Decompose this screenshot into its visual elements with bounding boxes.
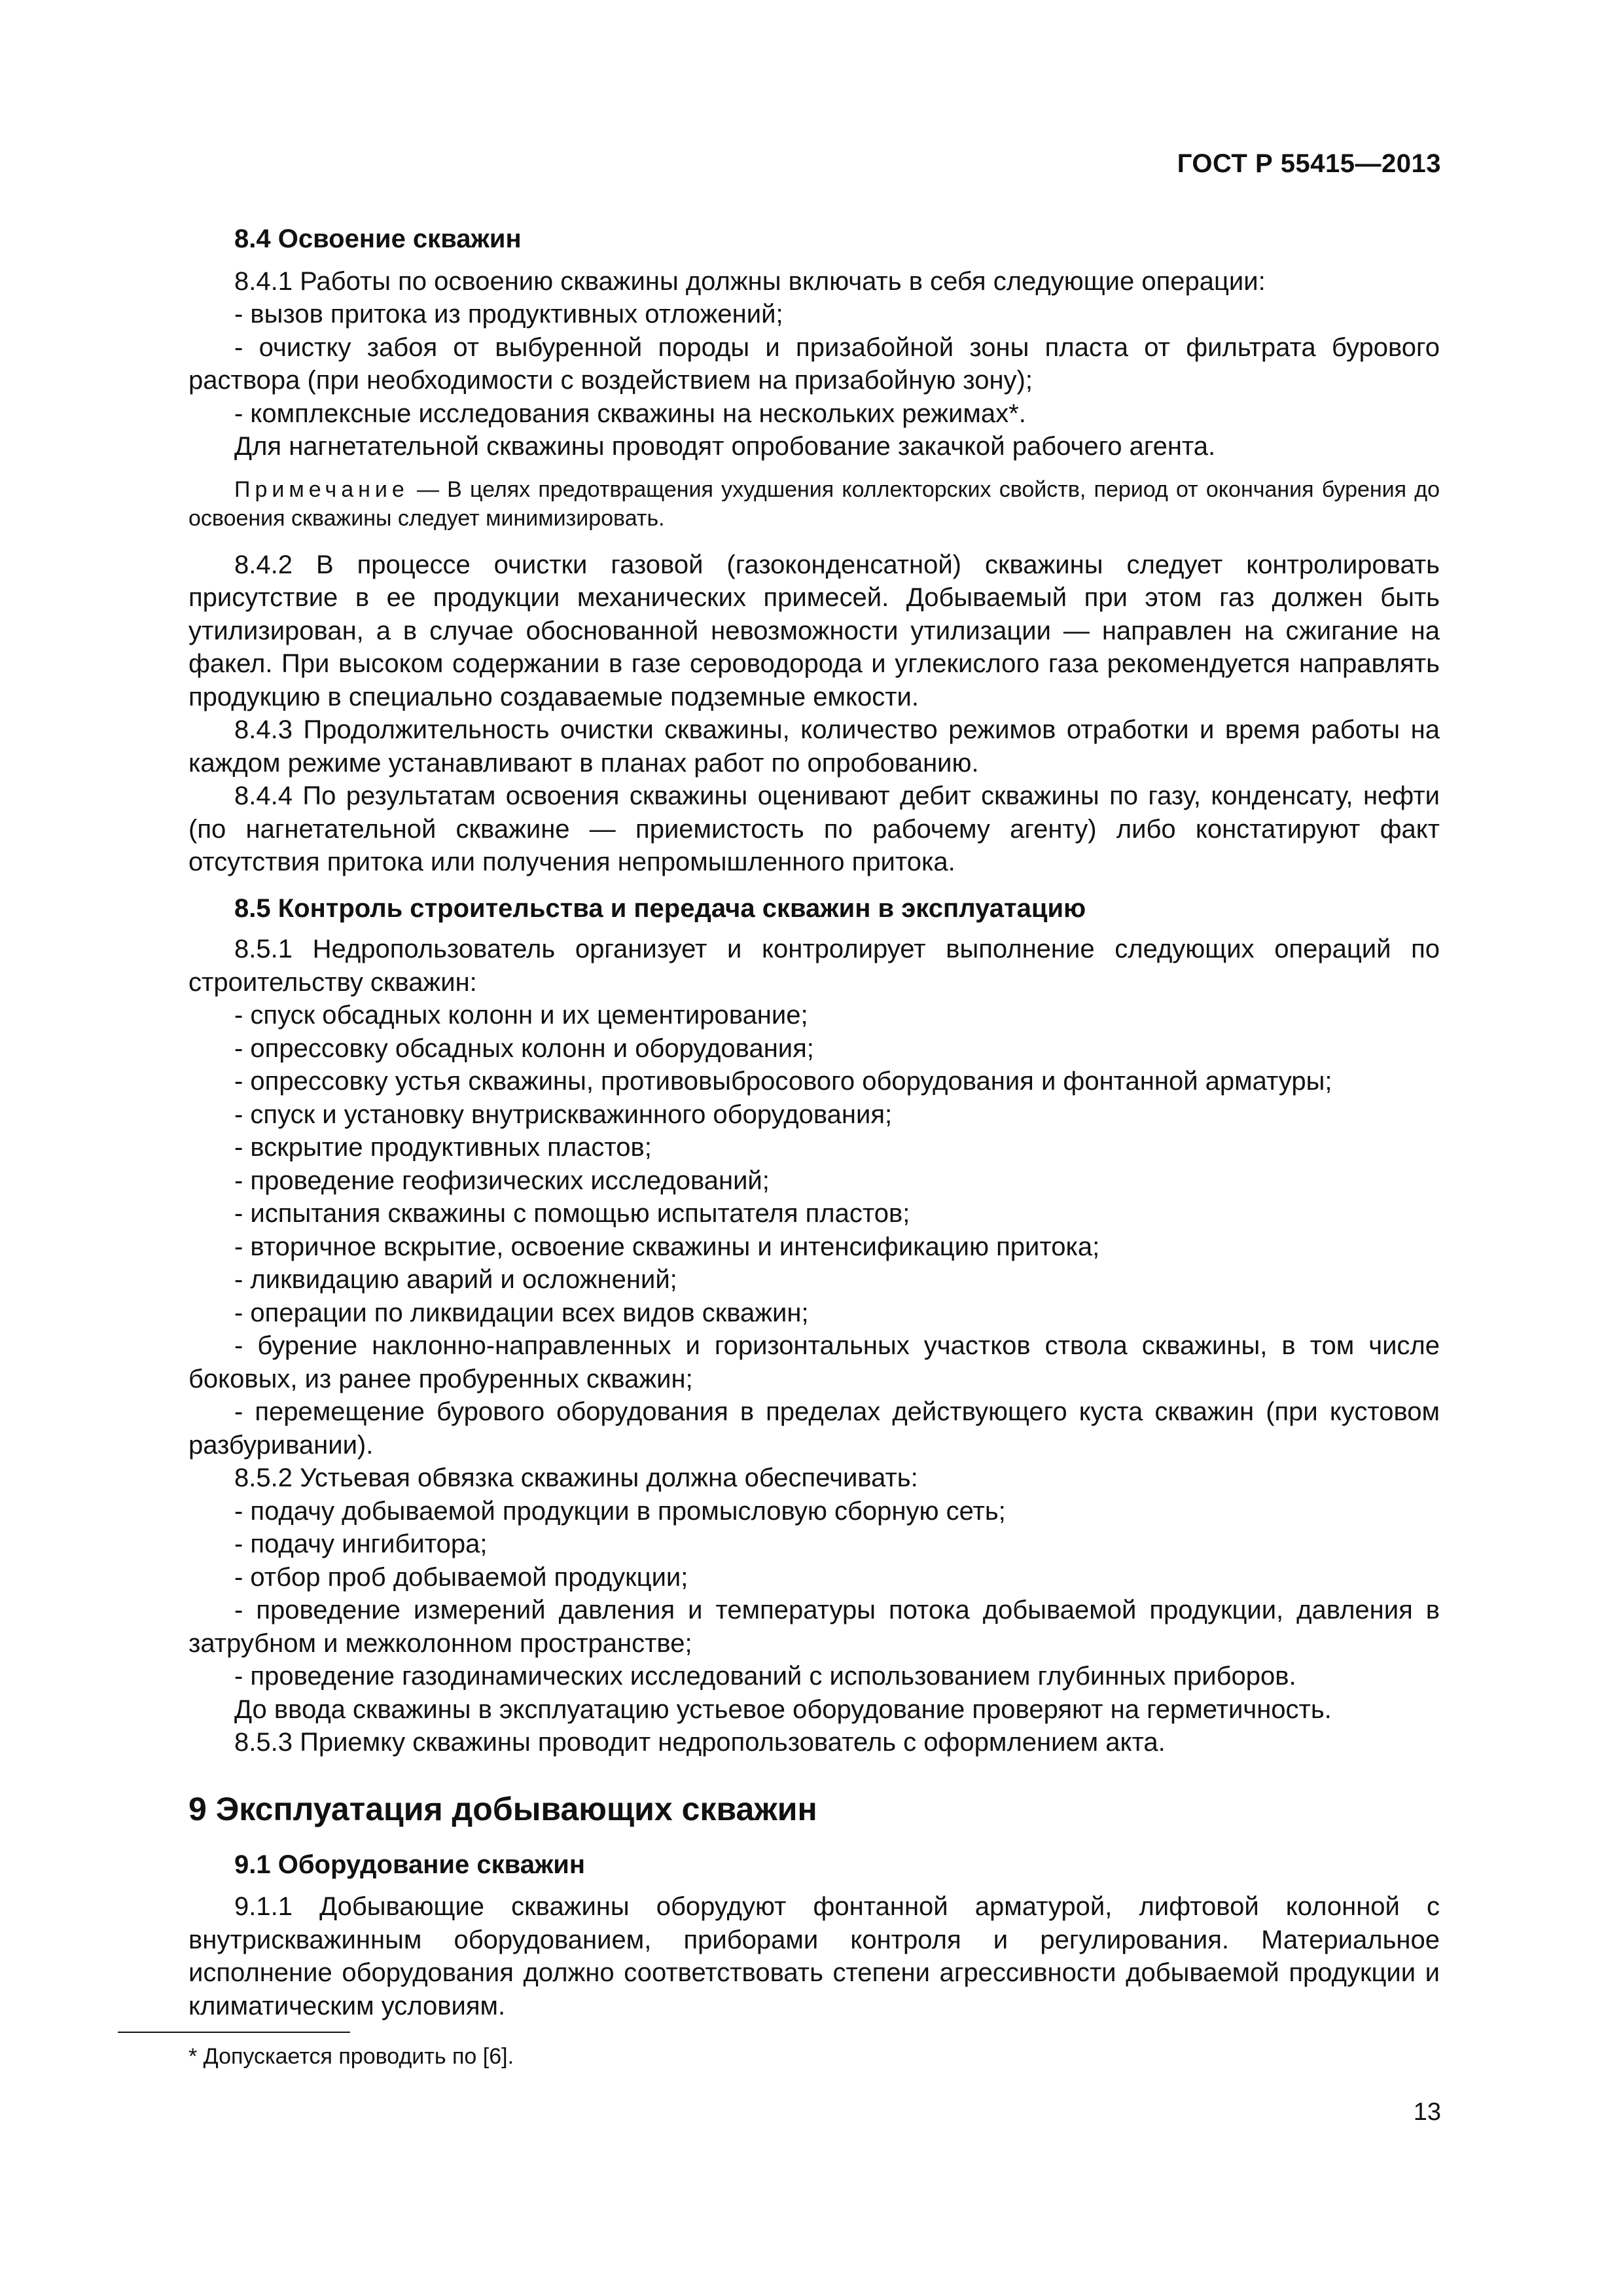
paragraph-8-4-2: 8.4.2 В процессе очистки газовой (газоконденсатной) скважины следует контролировать присутствие в ее продукции механических примесей. Добываемый при этом газ должен быть утилизирован, а в случае обоснованной невозможности утилизации — направлен на сжигание на факел. При высоком содержании в газе сероводорода и углекислого газа рекомендуется направлять продукцию в специально создаваемые подземные емкости.	[188, 550, 1440, 711]
section-8-5-title: 8.5 Контроль строительства и передача скважин в эксплуатацию	[234, 893, 1086, 923]
note-label: Примечание	[234, 476, 409, 502]
paragraph-8-5-3: 8.5.3 Приемку скважины проводит недропользователь с оформлением акта.	[234, 1728, 1166, 1757]
section-8-5-body	[188, 933, 1440, 1759]
list-item: - вскрытие продуктивных пластов;	[234, 1133, 652, 1162]
footnote-divider	[118, 2032, 350, 2033]
list-item: - проведение газодинамических исследований с использованием глубинных приборов.	[234, 1662, 1296, 1691]
paragraph-8-4-4: 8.4.4 По результатам освоения скважины оценивают дебит скважины по газу, конденсату, нефти (по нагнетательной скважине — приемистость по рабочему агенту) либо констатируют факт отсутствия притока или получения непромышленного притока.	[188, 781, 1440, 876]
note	[188, 475, 1440, 533]
paragraph-9-1-1: 9.1.1 Добывающие скважины оборудуют фонтанной арматурой, лифтовой колонной с внутрискважинным оборудованием, приборами контроля и регулирования. Материальное исполнение оборудования должно соответствовать степени агрессивности добываемой продукции и климатическим условиям.	[188, 1892, 1440, 2020]
list-item: - вызов притока из продуктивных отложений;	[234, 300, 783, 329]
list-item: - вторичное вскрытие, освоение скважины и интенсификацию притока;	[234, 1232, 1100, 1261]
list-item: - бурение наклонно-направленных и горизонтальных участков ствола скважины, в том числе боковых, из ранее пробуренных скважин;	[188, 1331, 1440, 1393]
list-item: - опрессовку устья скважины, противовыбросового оборудования и фонтанной арматуры;	[234, 1067, 1332, 1096]
list-item: - проведение измерений давления и температуры потока добываемой продукции, давления в затрубном и межколонном пространстве;	[188, 1596, 1440, 1658]
list-item: - испытания скважины с помощью испытателя пластов;	[234, 1199, 910, 1228]
section-8-4-title	[188, 223, 1440, 256]
list-item: - очистку забоя от выбуренной породы и призабойной зоны пласта от фильтрата бурового раствора (при необходимости с воздействием на призабойную зону);	[188, 332, 1440, 395]
list-item: - спуск обсадных колонн и их цементирование;	[234, 1001, 808, 1030]
section-8-4-body	[188, 265, 1440, 463]
footnote: * Допускается проводить по [6].	[188, 2044, 514, 2069]
page-number: 13	[1413, 2098, 1441, 2126]
paragraph-8-5-1: 8.5.1 Недропользователь организует и контролирует выполнение следующих операций по строительству скважин:	[188, 935, 1440, 997]
section-9-heading: 9 Эксплуатация добывающих скважин	[188, 1790, 817, 1827]
list-item: До ввода скважины в эксплуатацию устьевое оборудование проверяют на герметичность.	[234, 1695, 1332, 1724]
section-9-1-body	[188, 1890, 1440, 2022]
note-text: — В целях предотвращения ухудшения коллекторских свойств, период от окончания бурения до освоения скважины следует минимизировать.	[188, 476, 1440, 531]
list-item: - подачу ингибитора;	[234, 1530, 488, 1558]
paragraph-8-4-1: 8.4.1 Работы по освоению скважины должны включать в себя следующие операции:	[234, 266, 1266, 296]
list-item: Для нагнетательной скважины проводят опробование закачкой рабочего агента.	[234, 432, 1216, 461]
list-item: - ликвидацию аварий и осложнений;	[234, 1265, 677, 1294]
section-8-4-title-text: 8.4 Освоение скважин	[234, 224, 522, 253]
list-item: - подачу добываемой продукции в промысловую сборную сеть;	[234, 1496, 1006, 1526]
paragraph-8-5-2: 8.5.2 Устьевая обвязка скважины должна обеспечивать:	[234, 1463, 918, 1492]
section-9-1-title: 9.1 Оборудование скважин	[234, 1850, 586, 1879]
list-item: - операции по ликвидации всех видов скважин;	[234, 1298, 809, 1327]
list-item: - спуск и установку внутрискважинного оборудования;	[234, 1100, 893, 1129]
list-item: - перемещение бурового оборудования в пределах действующего куста скважин (при кустовом разбуривании).	[188, 1397, 1440, 1460]
list-item: - отбор проб добываемой продукции;	[234, 1562, 688, 1592]
list-item: - комплексные исследования скважины на нескольких режимах*.	[234, 399, 1026, 428]
page-content	[188, 223, 1440, 2022]
list-item: - проведение геофизических исследований;	[234, 1166, 770, 1195]
document-code-header: ГОСТ Р 55415—2013	[1177, 149, 1441, 178]
section-8-4-body-continued	[188, 548, 1440, 879]
list-item: - опрессовку обсадных колонн и оборудования;	[234, 1033, 814, 1063]
paragraph-8-4-3: 8.4.3 Продолжительность очистки скважины, количество режимов отработки и время работы на каждом режиме устанавливают в планах работ по опробованию.	[188, 715, 1440, 778]
